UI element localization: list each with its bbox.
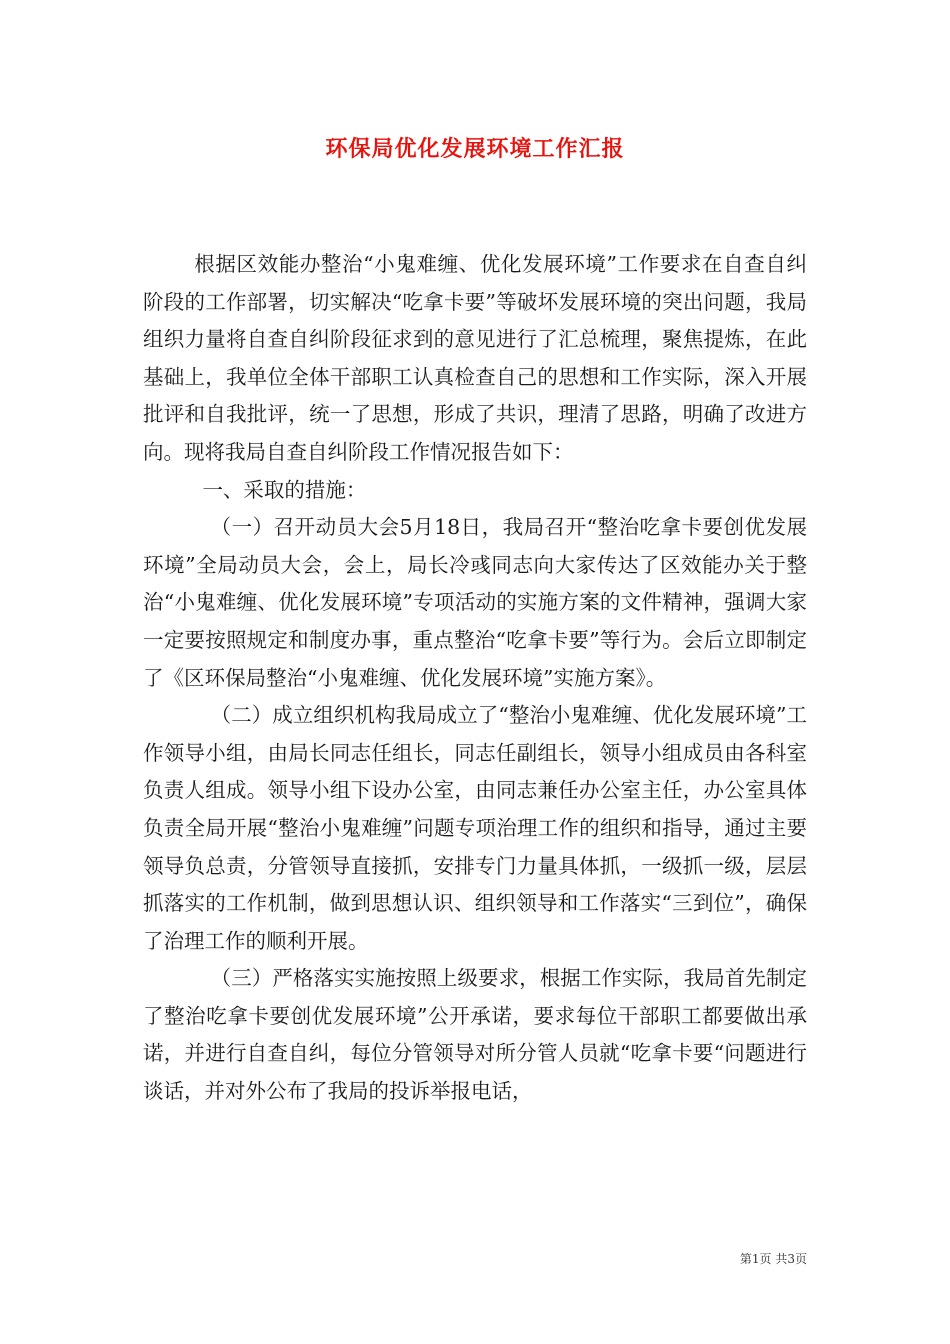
paragraph-mobilization-meeting: （一）召开动员大会5月18日，我局召开“整治吃拿卡要创优发展环境”全局动员大会，会上，局长冷彧同志向大家传达了区效能办关于整治“小鬼难缠、优化发展环境”专项活动的实施方案的文件精神，强调大家一定要按照规定和制度办事，重点整治“吃拿卡要”等行为。会后立即制定了《区环保局整治“小鬼难缠、优化发展环境”实施方案》。 — [143, 515, 807, 690]
paragraph-organization: （二）成立组织机构我局成立了“整治小鬼难缠、优化发展环境”工作领导小组，由局长同志任组长，同志任副组长，领导小组成员由各科室负责人组成。领导小组下设办公室，由同志兼任办公室主任，办公室具体负责全局开展“整治小鬼难缠”问题专项治理工作的组织和指导，通过主要领导负总责，分管领导直接抓，安排专门力量具体抓，一级抓一级，层层抓落实的工作机制，做到思想认识、组织领导和工作落实“三到位”，确保了治理工作的顺利开展。 — [143, 703, 807, 953]
document-title: 环保局优化发展环境工作汇报 — [325, 136, 625, 162]
document-body — [143, 246, 807, 1111]
intro-paragraph: 根据区效能办整治“小鬼难缠、优化发展环境”工作要求在自查自纠阶段的工作部署，切实解决“吃拿卡要”等破坏发展环境的突出问题，我局组织力量将自查自纠阶段征求到的意见进行了汇总梳理，聚焦提炼，在此基础上，我单位全体干部职工认真检查自己的思想和工作实际，深入开展批评和自我批评，统一了思想，形成了共识，理清了思路，明确了改进方向。现将我局自查自纠阶段工作情况报告如下： — [143, 252, 807, 464]
section-heading-measures: 一、采取的措施： — [202, 477, 367, 502]
paragraph-implementation: （三）严格落实实施按照上级要求，根据工作实际，我局首先制定了整治吃拿卡要创优发展环境”公开承诺，要求每位干部职工都要做出承诺，并进行自查自纠，每位分管领导对所分管人员就“吃拿卡要“问题进行谈话，并对外公布了我局的投诉举报电话， — [143, 966, 807, 1104]
page-number-footer: 第1页 共3页 — [739, 1252, 807, 1266]
